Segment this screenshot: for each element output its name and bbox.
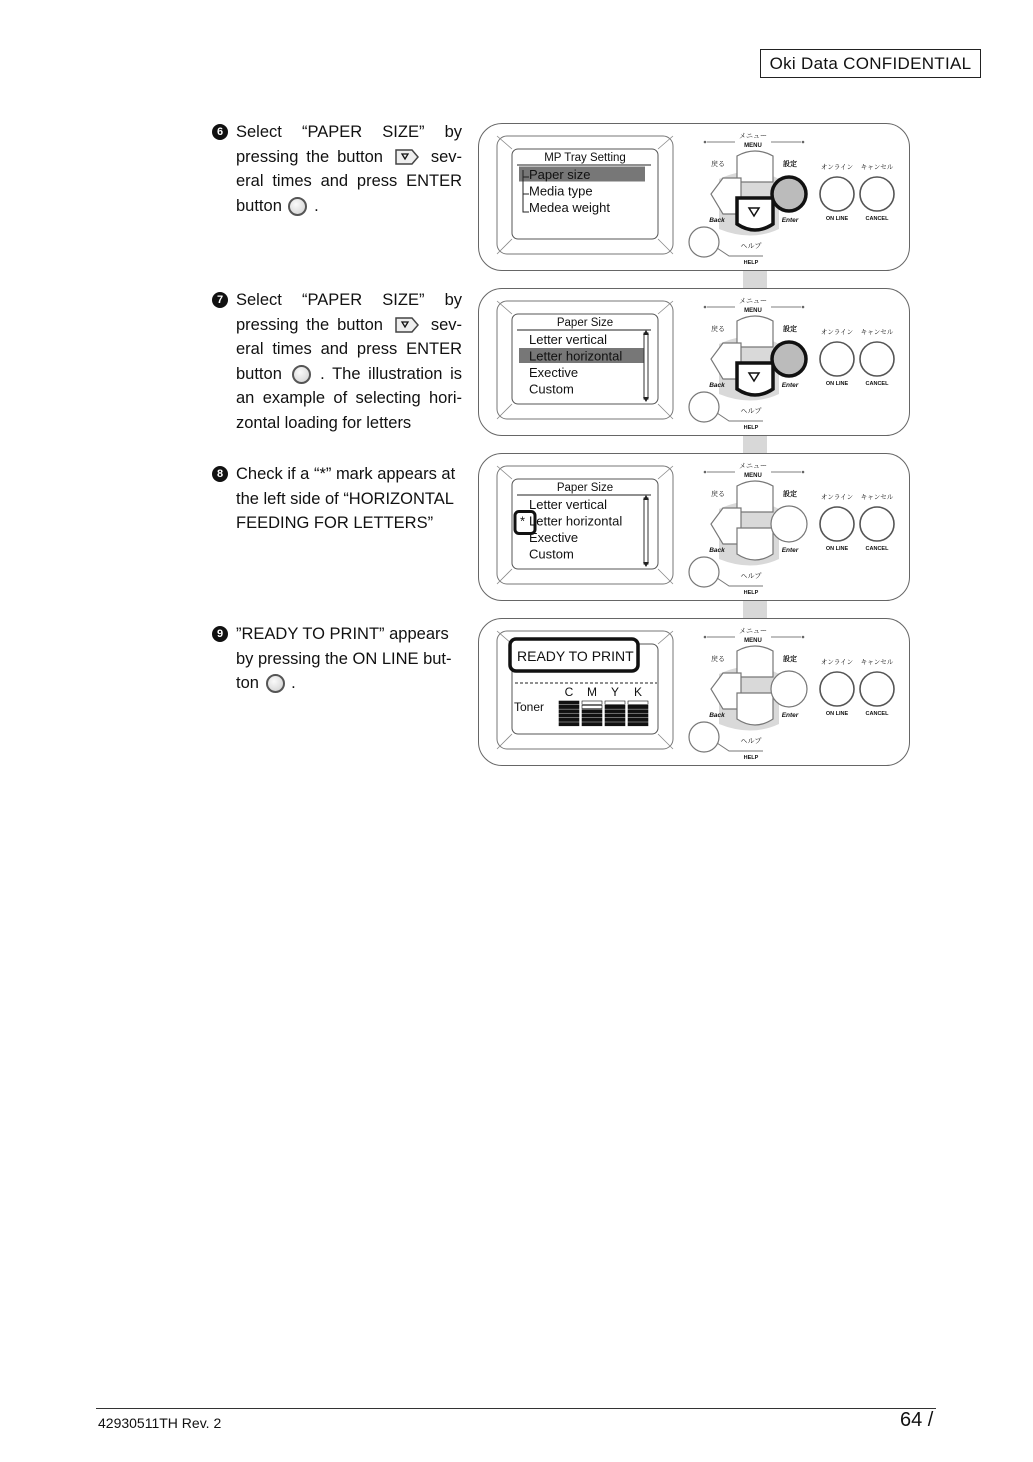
panel-drawing (479, 619, 909, 765)
step-7-text-2: sev-eral times and press ENTER button (236, 315, 462, 383)
online-button-icon (266, 674, 285, 693)
menu-jp-label: メニュー (739, 628, 767, 635)
help-label: HELP (743, 425, 759, 431)
back-label: Back (709, 547, 725, 554)
up-key (737, 481, 773, 512)
toner-level-bar (605, 714, 625, 717)
cancel-key (860, 507, 894, 541)
cancel-label: CANCEL (865, 216, 889, 222)
menu-label: MENU (744, 473, 762, 479)
lcd-menu-item: Letter horizontal (529, 348, 623, 364)
down-key (737, 693, 773, 725)
enter-label: Enter (781, 547, 799, 554)
enter-key (771, 671, 807, 707)
lcd-menu-item: Exective (529, 365, 579, 380)
up-key (737, 646, 773, 677)
toner-color-label: M (587, 685, 597, 699)
asterisk-marker: * (520, 513, 526, 529)
cancel-label: CANCEL (865, 381, 889, 387)
menu-jp-label: メニュー (739, 463, 767, 470)
menu-jp-label: メニュー (739, 133, 767, 140)
enter-label: Enter (781, 217, 799, 224)
step-8-instruction (212, 462, 462, 536)
menu-label: MENU (744, 638, 762, 644)
up-key (737, 151, 773, 182)
toner-level-bar (628, 723, 648, 726)
cancel-key (860, 177, 894, 211)
menu-label: MENU (744, 308, 762, 314)
toner-level-bar (559, 701, 579, 704)
help-key (689, 392, 719, 422)
toner-label: Toner (514, 700, 545, 714)
toner-level-bar (582, 705, 602, 708)
toner-level-bar (628, 701, 648, 704)
toner-level-bar (605, 705, 625, 708)
enter-jp-label: 設定 (783, 161, 797, 168)
enter-jp-label: 設定 (783, 656, 797, 663)
document-id: 42930511TH Rev. 2 (98, 1415, 222, 1431)
step-number-8: 8 (212, 466, 228, 482)
back-label: Back (709, 382, 725, 389)
cancel-jp-label: キャンセル (860, 164, 894, 171)
enter-button-icon (288, 197, 307, 216)
toner-level-bar (582, 718, 602, 721)
toner-level-bar (559, 718, 579, 721)
lcd-menu-item: Letter vertical (529, 332, 608, 347)
online-label: ON LINE (825, 216, 849, 222)
lcd-status: READY TO PRINT (517, 648, 634, 664)
step-6-instruction (212, 120, 462, 218)
online-key (820, 507, 854, 541)
back-jp-label: 戻る (711, 491, 725, 498)
toner-color-label: K (633, 685, 643, 699)
step-6-text-1: Select “PAPER SIZE” by pressing the button (236, 123, 462, 166)
cancel-label: CANCEL (865, 546, 889, 552)
back-jp-label: 戻る (711, 326, 725, 333)
enter-jp-label: 設定 (783, 326, 797, 333)
online-key (820, 672, 854, 706)
toner-color-label: Y (610, 685, 620, 699)
step-number-6: 6 (212, 124, 228, 140)
online-label: ON LINE (825, 546, 849, 552)
cancel-jp-label: キャンセル (860, 659, 894, 666)
help-jp-label: ヘルプ (740, 243, 762, 250)
step-9-text-1: ”READY TO PRINT” appears by pressing the ON LINE but-ton (236, 625, 452, 692)
step-6-text-2: sev-eral times and press ENTER button (236, 147, 462, 215)
enter-key (771, 506, 807, 542)
down-button-icon (394, 316, 420, 334)
online-label: ON LINE (825, 711, 849, 717)
online-jp-label: オンライン (820, 494, 854, 501)
step-number-9: 9 (212, 626, 228, 642)
lcd-menu-item: Paper size (529, 167, 591, 182)
lcd-menu-item: Custom (529, 381, 574, 397)
toner-color-label: C (564, 685, 574, 699)
toner-level-bar (605, 718, 625, 721)
enter-key (772, 342, 806, 376)
step-7-text-1: Select “PAPER SIZE” by pressing the button (236, 291, 462, 334)
step-8-text: Check if a “*” mark appears at the left side of “HORIZONTAL FEEDING FOR LETTERS” (236, 465, 456, 532)
toner-level-bar (582, 701, 602, 704)
online-jp-label: オンライン (820, 329, 854, 336)
operator-panel-3 (478, 453, 910, 601)
down-key (737, 528, 773, 560)
step-9-instruction (212, 622, 462, 696)
operator-panel-4 (478, 618, 910, 766)
cancel-label: CANCEL (865, 711, 889, 717)
toner-level-bar (628, 714, 648, 717)
menu-jp-label: メニュー (739, 298, 767, 305)
footer-divider (96, 1408, 936, 1409)
lcd-menu-item: Letter horizontal (529, 513, 623, 529)
help-jp-label: ヘルプ (740, 408, 762, 415)
cancel-key (860, 342, 894, 376)
cancel-jp-label: キャンセル (860, 329, 894, 336)
lcd-title: MP Tray Setting (544, 152, 626, 164)
panel-connector (743, 435, 767, 455)
help-key (689, 557, 719, 587)
online-jp-label: オンライン (820, 659, 854, 666)
help-label: HELP (743, 755, 759, 761)
help-label: HELP (743, 590, 759, 596)
help-jp-label: ヘルプ (740, 573, 762, 580)
toner-level-bar (628, 718, 648, 721)
step-7-instruction (212, 288, 462, 435)
online-jp-label: オンライン (820, 164, 854, 171)
enter-key (772, 177, 806, 211)
step-7-text-3: . The illustration is an example of selecting hori-zontal loading for letters (236, 364, 462, 432)
toner-level-bar (559, 705, 579, 708)
step-9-text-2: . (291, 674, 296, 692)
lcd-menu-item: Letter vertical (529, 497, 608, 512)
cancel-jp-label: キャンセル (860, 494, 894, 501)
toner-level-bar (559, 723, 579, 726)
enter-jp-label: 設定 (783, 491, 797, 498)
help-label: HELP (743, 260, 759, 266)
panel-drawing (479, 454, 909, 600)
lcd-scrollbar (644, 333, 648, 399)
lcd-menu-item: Custom (529, 546, 574, 562)
toner-level-bar (582, 710, 602, 713)
back-jp-label: 戻る (711, 656, 725, 663)
toner-level-bar (605, 723, 625, 726)
up-key (737, 316, 773, 347)
cancel-key (860, 672, 894, 706)
enter-label: Enter (781, 382, 799, 389)
enter-label: Enter (781, 712, 799, 719)
toner-level-bar (628, 710, 648, 713)
lcd-scrollbar (644, 498, 648, 564)
back-label: Back (709, 712, 725, 719)
back-jp-label: 戻る (711, 161, 725, 168)
lcd-title: Paper Size (556, 317, 614, 329)
operator-panel-1 (478, 123, 910, 271)
down-button-icon (394, 148, 420, 166)
lcd-menu-item: Exective (529, 530, 579, 545)
toner-level-bar (628, 705, 648, 708)
toner-level-bar (605, 710, 625, 713)
help-key (689, 227, 719, 257)
page-number: 64 / (900, 1409, 934, 1431)
lcd-menu-item: Media type (529, 183, 593, 199)
toner-level-bar (559, 714, 579, 717)
step-6-text-3: . (314, 196, 319, 215)
online-label: ON LINE (825, 381, 849, 387)
step-number-7: 7 (212, 292, 228, 308)
lcd-title: Paper Size (556, 482, 614, 494)
online-key (820, 342, 854, 376)
panel-drawing (479, 289, 909, 435)
help-jp-label: ヘルプ (740, 738, 762, 745)
back-label: Back (709, 217, 725, 224)
confidential-label: Oki Data CONFIDENTIAL (760, 49, 981, 78)
operator-panel-2 (478, 288, 910, 436)
toner-level-bar (582, 714, 602, 717)
menu-label: MENU (744, 143, 762, 149)
panel-connector (743, 270, 767, 290)
toner-level-bar (582, 723, 602, 726)
lcd-menu-item: Medea weight (529, 200, 610, 215)
panel-drawing (479, 124, 909, 270)
enter-button-icon (292, 365, 311, 384)
panel-connector (743, 600, 767, 620)
online-key (820, 177, 854, 211)
help-key (689, 722, 719, 752)
toner-level-bar (559, 710, 579, 713)
toner-level-bar (605, 701, 625, 704)
